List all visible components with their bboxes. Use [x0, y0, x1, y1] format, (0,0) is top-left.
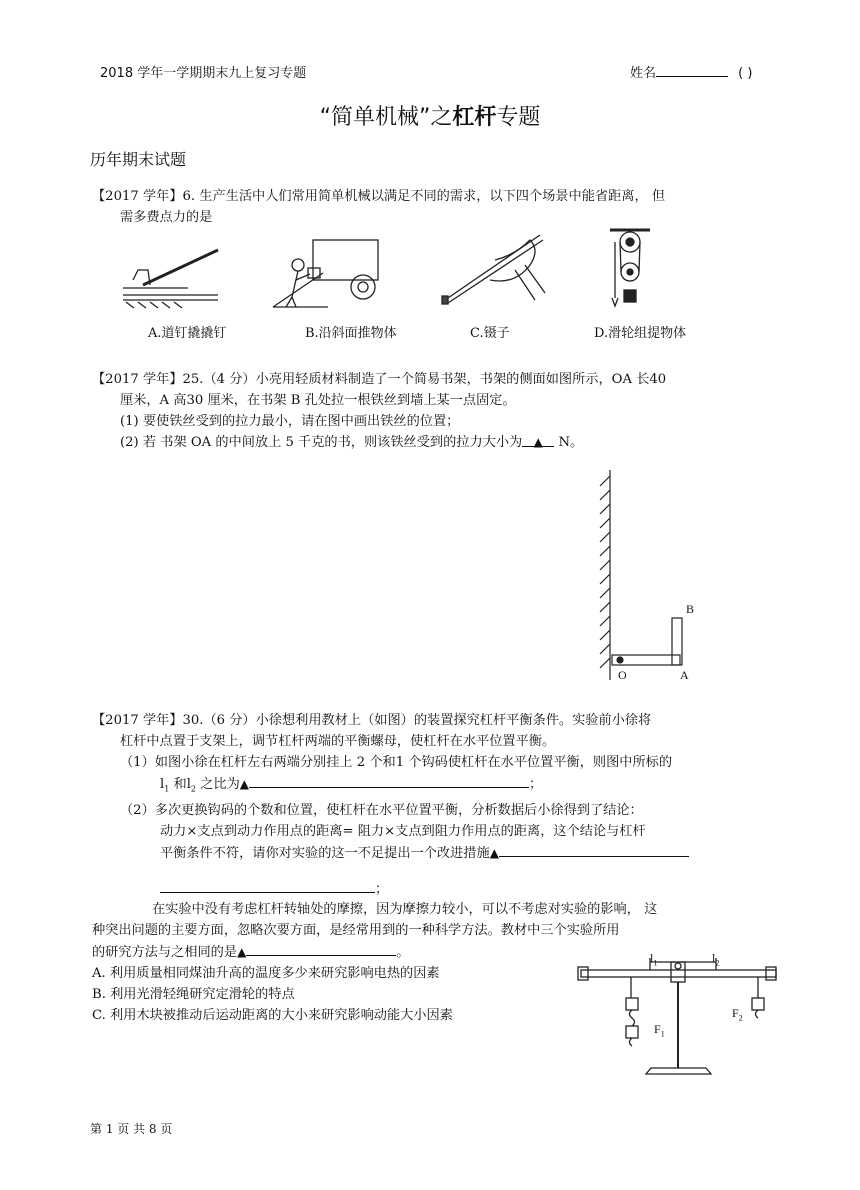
option-b: B.沿斜面推物体	[305, 326, 397, 341]
name-label: 姓名	[630, 66, 657, 81]
question-30-paragraph: 在实验中没有考虑杠杆转轴处的摩擦，因为摩擦力较小，可以不考虑对实验的影响， 这 种突出问题的主要方面，忽略次要方面，是经常用到的一种科学方法。教材中三个实验所用 的研究方法与之相同的是▲ 。 A. 利用质量相同煤油升高的温度多少来研究影响电热的因素 B. 利用光滑轻绳研究定滑轮的特点 C. 利用木块被推动后运动距离的大小来研究影响动能大小因素	[92, 902, 658, 1023]
figure-lever	[576, 950, 786, 1080]
option-c: C.镊子	[470, 326, 510, 341]
question-6: 【2017 学年】6. 生产生活中人们常用简单机械以满足不同的需求，以下四个场景中能省距离， 但 需多费点力的是	[92, 189, 666, 225]
figure-crowbar	[118, 240, 228, 310]
page-title: “简单机械”之杠杆专题	[319, 105, 541, 130]
label-b: B	[686, 602, 695, 616]
answer-blank-25: ▲	[522, 432, 554, 447]
name-blank	[656, 62, 728, 77]
answer-blank-30-2-cont: ；	[160, 878, 760, 900]
figure-pulley	[605, 228, 655, 316]
header-name	[630, 62, 752, 81]
section-heading: 历年期末试题	[90, 150, 187, 169]
question-25: 【2017 学年】25.（4 分）小亮用轻质材料制造了一个简易书架，书架的侧面如图所示，OA 长40 厘米，A 高30 厘米，在书架 B 孔处拉一根铁丝到墙上某一点固定。 (1) 要使铁丝受到的拉力最小，请在图中画出铁丝的位置； (2) 若 书架 OA 的中间放上 5 千克的书，则该铁丝受到的拉力大小为 ▲ N。	[92, 372, 667, 450]
figure-bookshelf	[590, 468, 720, 688]
label-a: A	[680, 668, 689, 682]
answer-blank-30-2	[499, 842, 689, 857]
answer-blank-30-1	[249, 773, 529, 788]
label-o: O	[618, 668, 627, 682]
label-f1: $F_1$	[654, 1022, 665, 1039]
option-a: A.道钉撬撬钉	[148, 326, 227, 341]
option-d: D.滑轮组提物体	[594, 326, 687, 341]
label-l1: $l_1$	[650, 951, 658, 968]
figure-tweezers	[440, 230, 550, 308]
label-l2: $l_2$	[712, 951, 720, 968]
label-f2: $F_2$	[732, 1006, 743, 1023]
figure-incline	[268, 235, 388, 313]
question-30: 【2017 学年】30.（6 分）小徐想利用教材上（如图）的装置探究杠杆平衡条件。实验前小徐将 杠杆中点置于支架上，调节杠杆两端的平衡螺母，使杠杆在水平位置平衡。 （1）如图小徐在杠杆左右两端分别挂上 2 个和1 个钩码使杠杆在水平位置平衡，则图中所标的 $l_1$ 和$l_2$ 之比为▲ ； （2）多次更换钩码的个数和位置，使杠杆在水平位置平衡，分析数据后小徐得到了结论： 动力×支点到动力作用点的距离= 阻力×支点到阻力作用点的距离，这个结论与杠杆 平衡条件不符，请你对实验的这一不足提出一个改进措施▲	[92, 710, 782, 864]
score-paren: ( )	[738, 66, 753, 81]
answer-blank-30-3	[246, 941, 396, 956]
page-footer: 第 1 页 共 8 页	[90, 1122, 173, 1136]
header-left: 2018 学年一学期期末九上复习专题	[100, 66, 307, 81]
